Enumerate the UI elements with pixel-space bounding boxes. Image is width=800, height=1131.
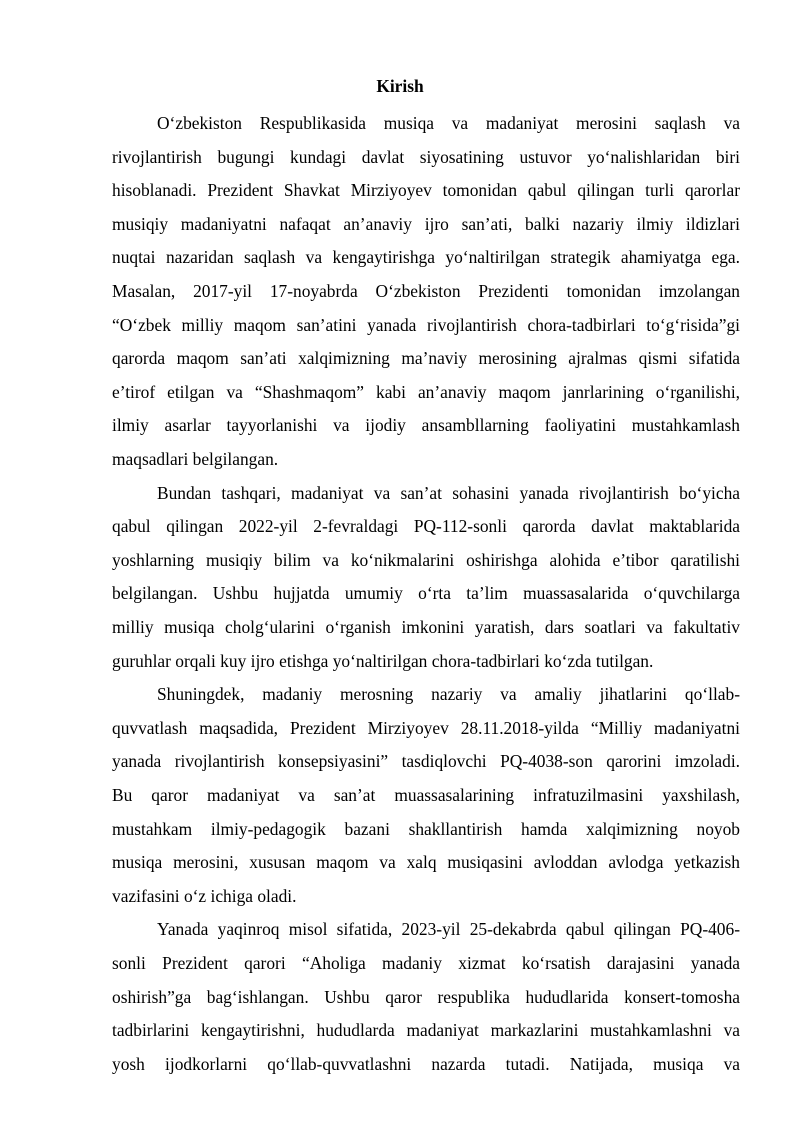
text-line: guruhlar orqali kuy ijro etishga yo‘naltirilgan chora-tadbirlari ko‘zda tutilgan. [112,650,654,671]
text-line: qarorda maqom san’ati xalqimizning ma’naviy merosining ajralmas qismi sifatida [112,348,740,369]
text-line: Bu qaror madaniyat va san’at muassasalarining infratuzilmasini yaxshilash, [112,785,740,805]
text-line: nuqtai nazaridan saqlash va kengaytirishga yo‘naltirilgan strategik ahamiyatga ega. [112,247,740,268]
text-line: oshirish”ga bag‘ishlangan. Ushbu qaror respublika hududlarida konsert-tomosha [112,986,740,1007]
text-line: musiqiy madaniyatni nafaqat an’anaviy ijro san’ati, balki nazariy ilmiy ildizlari [112,213,740,234]
text-line: yosh ijodkorlarni qo‘llab-quvvatlashni nazarda tutadi. Natijada, musiqa va [112,1053,740,1074]
text-line: hisoblanadi. Prezident Shavkat Mirziyoyev tomonidan qabul qilingan turli qarorlar [112,180,740,201]
text-line: O‘zbekiston Respublikasida musiqa va madaniyat merosini saqlash va [157,113,740,133]
page-title: Kirish [376,76,424,96]
text-line: yanada rivojlantirish konsepsiyasini” tasdiqlovchi PQ-4038-son qarorini imzoladi. [112,751,740,772]
text-line: Bundan tashqari, madaniyat va san’at sohasini yanada rivojlantirish bo‘yicha [157,482,740,503]
text-line: mustahkam ilmiy-pedagogik bazani shakllantirish hamda xalqimizning noyob [112,818,740,839]
text-line: rivojlantirish bugungi kundagi davlat siyosatining ustuvor yo‘nalishlaridan biri [112,146,740,167]
text-line: quvvatlash maqsadida, Prezident Mirziyoyev 28.11.2018-yilda “Milliy madaniyatni [112,717,740,738]
text-line: maqsadlari belgilangan. [112,449,279,469]
text-line: qabul qilingan 2022-yil 2-fevraldagi PQ-112-sonli qarorda davlat maktablarida [112,516,740,537]
text-line: musiqa merosini, xususan maqom va xalq musiqasini avloddan avlodga yetkazish [112,852,740,873]
text-line: yoshlarning musiqiy bilim va ko‘nikmalarini oshirishga alohida e’tibor qaratilishi [112,549,740,570]
text-line: belgilangan. Ushbu hujjatda umumiy o‘rta ta’lim muassasalarida o‘quvchilarga [112,583,740,604]
text-line: “O‘zbek milliy maqom san’atini yanada rivojlantirish chora-tadbirlari to‘g‘risida”gi [112,314,740,335]
text-line: vazifasini o‘z ichiga oladi. [112,885,297,906]
text-line: Yanada yaqinroq misol sifatida, 2023-yil 25-dekabrda qabul qilingan PQ-406- [157,919,740,940]
text-line: e’tirof etilgan va “Shashmaqom” kabi an’anaviy maqom janrlarining o‘rganilishi, [112,381,740,402]
text-line: Masalan, 2017-yil 17-noyabrda O‘zbekiston Prezidenti tomonidan imzolangan [112,281,740,301]
text-line: milliy musiqa cholg‘ularini o‘rganish imkonini yaratish, dars soatlari va fakultativ [112,617,740,637]
text-line: tadbirlarini kengaytirishni, hududlarda madaniyat markazlarini mustahkamlashni va [112,1020,740,1041]
text-line: ilmiy asarlar tayyorlanishi va ijodiy ansambllarning faoliyatini mustahkamlash [112,415,740,436]
text-line: sonli Prezident qarori “Aholiga madaniy xizmat ko‘rsatish darajasini yanada [112,953,740,973]
text-line: Shuningdek, madaniy merosning nazariy va amaliy jihatlarini qo‘llab- [157,684,740,705]
